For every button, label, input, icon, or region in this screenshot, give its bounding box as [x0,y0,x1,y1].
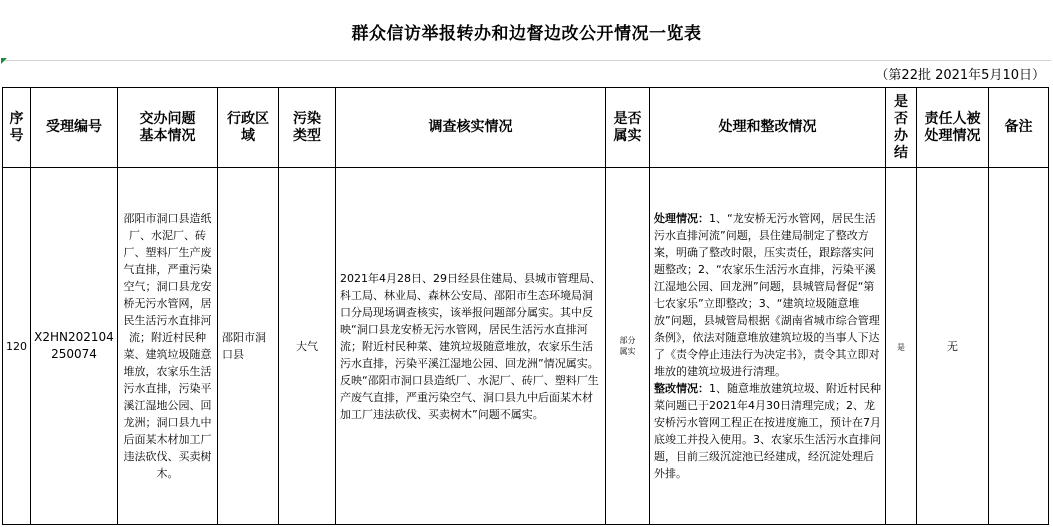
header-remarks: 备注 [989,88,1049,168]
cell-verified: 部分属实 [606,168,650,525]
page-title: 群众信访举报转办和边督边改公开情况一览表 [351,23,702,44]
rectify-label: 整改情况： [654,382,709,395]
cell-accountability: 无 [917,168,989,525]
header-investigation: 调查核实情况 [336,88,606,168]
cell-investigation: 2021年4月28日、29日经县住建局、县城市管理局、科工局、林业局、森林公安局、邵阳市生态环境局洞口分局现场调查核实，该举报问题部分属实。其中反映“洞口县龙安桥无污水管网，居民生活污水直排河流；附近村民种菜、建筑垃圾随意堆放，农家乐生活污水直排，污染平溪江湿地公园、回龙洲”情况属实。反映“邵阳市洞口县造纸厂、水泥厂、砖厂、塑料厂生产废气直排，严重污染空气、洞口县九中后面某木材加工厂违法砍伐、买卖树木”问题不属实。 [336,168,606,525]
handling-text: 1、“龙安桥无污水管网，居民生活污水直排河流”问题，县住建局制定了整改方案，明确了整改时限，压实责任，跟踪落实问题整改；2、“农家乐生活污水直排，污染平溪江湿地公园、回龙洲”问题，县城管局督促“第七农家乐”立即整改；3、“建筑垃圾随意堆放”问题，县城管局根据《湖南省城市综合管理条例》，依法对随意堆放建筑垃圾的当事人下达了《责令停止违法行为决定书》，责令其立即对堆放的建筑垃圾进行清理。 [654,212,880,378]
header-seq: 序号 [3,88,31,168]
header-region: 行政区域 [218,88,279,168]
table-row [3,168,1049,525]
cell-pollution: 大气 [279,168,336,525]
batch-row [2,61,1049,85]
report-table [2,87,1049,525]
cell-seq: 120 [3,168,31,525]
cell-remarks [989,168,1049,525]
header-pollution: 污染类型 [279,88,336,168]
handling-label: 处理情况： [654,212,709,225]
cell-region: 邵阳市洞口县 [218,168,279,525]
header-code: 受理编号 [31,88,118,168]
cell-handling [650,168,886,525]
header-closed: 是否办结 [886,88,917,168]
header-handling: 处理和整改情况 [650,88,886,168]
header-row [3,88,1049,168]
cell-code: X2HN202104250074 [31,168,118,525]
cell-issue: 邵阳市洞口县造纸厂、水泥厂、砖厂、塑料厂生产废气直排，严重污染空气；洞口县龙安桥无污水管网，居民生活污水直排河流；附近村民种菜、建筑垃圾随意堆放，农家乐生活污水直排，污染平溪江湿地公园、回龙洲；洞口县九中后面某木材加工厂违法砍伐、买卖树木。 [118,168,218,525]
title-row [2,2,1051,61]
header-verified: 是否属实 [606,88,650,168]
header-accountability: 责任人被处理情况 [917,88,989,168]
cell-closed: 是 [886,168,917,525]
header-issue: 交办问题基本情况 [118,88,218,168]
rectify-text: 1、随意堆放建筑垃圾、附近村民种菜问题已于2021年4月30日清理完成；2、龙安桥污水管网工程正在按进度施工，预计在7月底竣工并投入使用。3、农家乐生活污水直排问题，目前三级沉淀池已经建成，经沉淀处理后外排。 [654,382,881,480]
batch-date: （第22批 2021年5月10日） [875,67,1045,83]
